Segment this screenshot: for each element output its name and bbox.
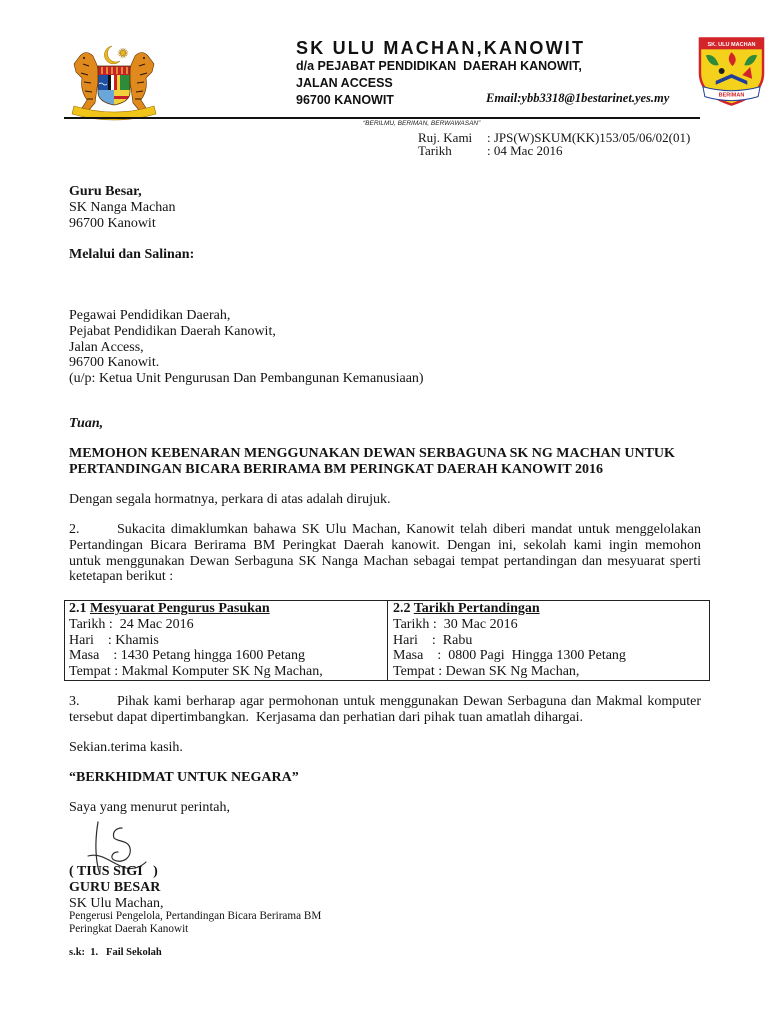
paragraph-line — [69, 694, 701, 710]
signatory-block — [69, 864, 164, 911]
logo-figure — [719, 68, 725, 74]
date-value: : 04 Mac 2016 — [487, 143, 563, 158]
coat-of-arms-icon — [66, 44, 162, 122]
subject-line: PERTANDINGAN BICARA BERIRAMA BM PERINGKAT DAERAH KANOWIT 2016 — [69, 461, 604, 477]
paragraph-text: Sukacita dimaklumkan bahawa SK Ulu Machan, Kanowit telah diberi mandat untuk menggelolakan — [117, 522, 701, 537]
paragraph-number: 3. — [69, 694, 80, 709]
reference-block — [418, 131, 690, 157]
via-heading: Melalui dan Salinan: — [69, 247, 195, 262]
date-label: Tarikh — [418, 143, 452, 158]
sign-off: Saya yang menurut perintah, — [69, 800, 230, 815]
salutation: Tuan, — [69, 416, 104, 431]
paragraph-line: tersebut dapat dipertimbangkan. Kerjasama dan perhatian dari pihak tuan amatlah dihargai. — [69, 709, 584, 725]
crest-tiger-right — [130, 53, 155, 111]
closing-line: Sekian.terima kasih. — [69, 740, 183, 755]
opening-sentence: Dengan segala hormatnya, perkara di atas adalah dirujuk. — [69, 492, 391, 507]
schedule-number: 2.1 — [69, 601, 87, 616]
paragraph-line: ketetapan berikut : — [69, 569, 174, 585]
paragraph-line — [69, 522, 701, 538]
via-line: 96700 Kanowit. — [69, 355, 160, 371]
crest-shield — [98, 66, 130, 106]
school-name: SK ULU MACHAN,KANOWIT — [296, 38, 586, 58]
paragraph-text: Pihak kami berharap agar permohonan untuk menggunakan Dewan Serbaguna dan Makmal komputer — [117, 694, 701, 709]
signatory-role — [69, 910, 321, 936]
reference-value: : JPS(W)SKUM(KK)153/05/06/02(01) — [487, 130, 691, 145]
signatory-school: SK Ulu Machan, — [69, 895, 164, 911]
schedule-row: Tarikh : 24 Mac 2016 — [69, 616, 194, 632]
crest-star — [118, 48, 128, 58]
schedule-cell-competition — [388, 601, 709, 680]
carbon-copy: s.k: 1. Fail Sekolah — [69, 947, 162, 958]
address-line: JALAN ACCESS — [296, 76, 393, 90]
school-motto: “BERILMU, BERIMAN, BERWAWASAN” — [363, 120, 481, 127]
via-address-block — [69, 308, 424, 387]
logo-top-text: SK. ULU MACHAN — [707, 42, 756, 49]
header-divider — [64, 117, 700, 119]
paragraph-3 — [69, 694, 701, 726]
address-line: 96700 KANOWIT — [296, 93, 394, 107]
recipient-block — [69, 184, 176, 231]
schedule-heading — [69, 601, 387, 617]
slogan: “BERKHIDMAT UNTUK NEGARA” — [69, 770, 299, 785]
schedule-heading — [393, 601, 709, 617]
schedule-title: Tarikh Pertandingan — [413, 601, 540, 616]
subject-line: MEMOHON KEBENARAN MENGGUNAKAN DEWAN SERBAGUNA SK NG MACHAN UNTUK — [69, 446, 675, 461]
signature-stroke — [112, 828, 130, 861]
schedule-cell-meeting — [65, 601, 388, 680]
via-line: Pejabat Pendidikan Daerah Kanowit, — [69, 323, 276, 339]
recipient-line: 96700 Kanowit — [69, 215, 156, 231]
schedule-row: Tarikh : 30 Mac 2016 — [393, 616, 518, 632]
signatory-name: ( TIUS SIGI ) — [69, 864, 158, 879]
crest-tiger-left — [74, 53, 99, 111]
subject-heading — [69, 446, 675, 478]
signatory-role-line: Peringkat Daerah Kanowit — [69, 923, 189, 935]
schedule-title: Mesyuarat Pengurus Pasukan — [90, 601, 270, 616]
crest-crescent — [104, 46, 120, 64]
schedule-row: Masa : 1430 Petang hingga 1600 Petang — [69, 648, 306, 664]
schedule-row: Hari : Khamis — [69, 632, 159, 648]
recipient-line: SK Nanga Machan — [69, 199, 176, 215]
schedule-row: Tempat : Makmal Komputer SK Ng Machan, — [69, 664, 323, 680]
schedule-row: Hari : Rabu — [393, 632, 473, 648]
schedule-table — [64, 600, 710, 681]
recipient-title: Guru Besar, — [69, 184, 142, 199]
address-line: d/a PEJABAT PENDIDIKAN DAERAH KANOWIT, — [296, 59, 582, 73]
paragraph-number: 2. — [69, 522, 80, 537]
paragraph-line: Pertandingan Bicara Berirama BM Peringkat Daerah kanowit. Dengan ini, sekolah kami ingin memohon — [69, 537, 701, 553]
schedule-row: Masa : 0800 Pagi Hingga 1300 Petang — [393, 648, 626, 664]
via-line: Pegawai Pendidikan Daerah, — [69, 308, 231, 323]
signatory-position: GURU BESAR — [69, 879, 161, 895]
schedule-row: Tempat : Dewan SK Ng Machan, — [393, 664, 580, 680]
schedule-number: 2.2 — [393, 601, 411, 616]
logo-bottom-text: BERIMAN — [718, 92, 745, 99]
paragraph-2 — [69, 522, 701, 585]
signatory-role-line: Pengerusi Pengelola, Pertandingan Bicara Berirama BM — [69, 910, 322, 922]
school-logo-icon — [697, 35, 766, 107]
paragraph-line: untuk menggunakan Dewan Serbaguna SK Nanga Machan sebagai tempat pertandingan dan mesyuarat sperti — [69, 553, 701, 569]
reference-label: Ruj. Kami — [418, 130, 473, 145]
school-email: Email:ybb3318@1bestarinet.yes.my — [486, 91, 670, 105]
via-line: (u/p: Ketua Unit Pengurusan Dan Pembangunan Kemanusiaan) — [69, 371, 424, 387]
via-line: Jalan Access, — [69, 339, 144, 355]
date-row — [418, 144, 690, 157]
